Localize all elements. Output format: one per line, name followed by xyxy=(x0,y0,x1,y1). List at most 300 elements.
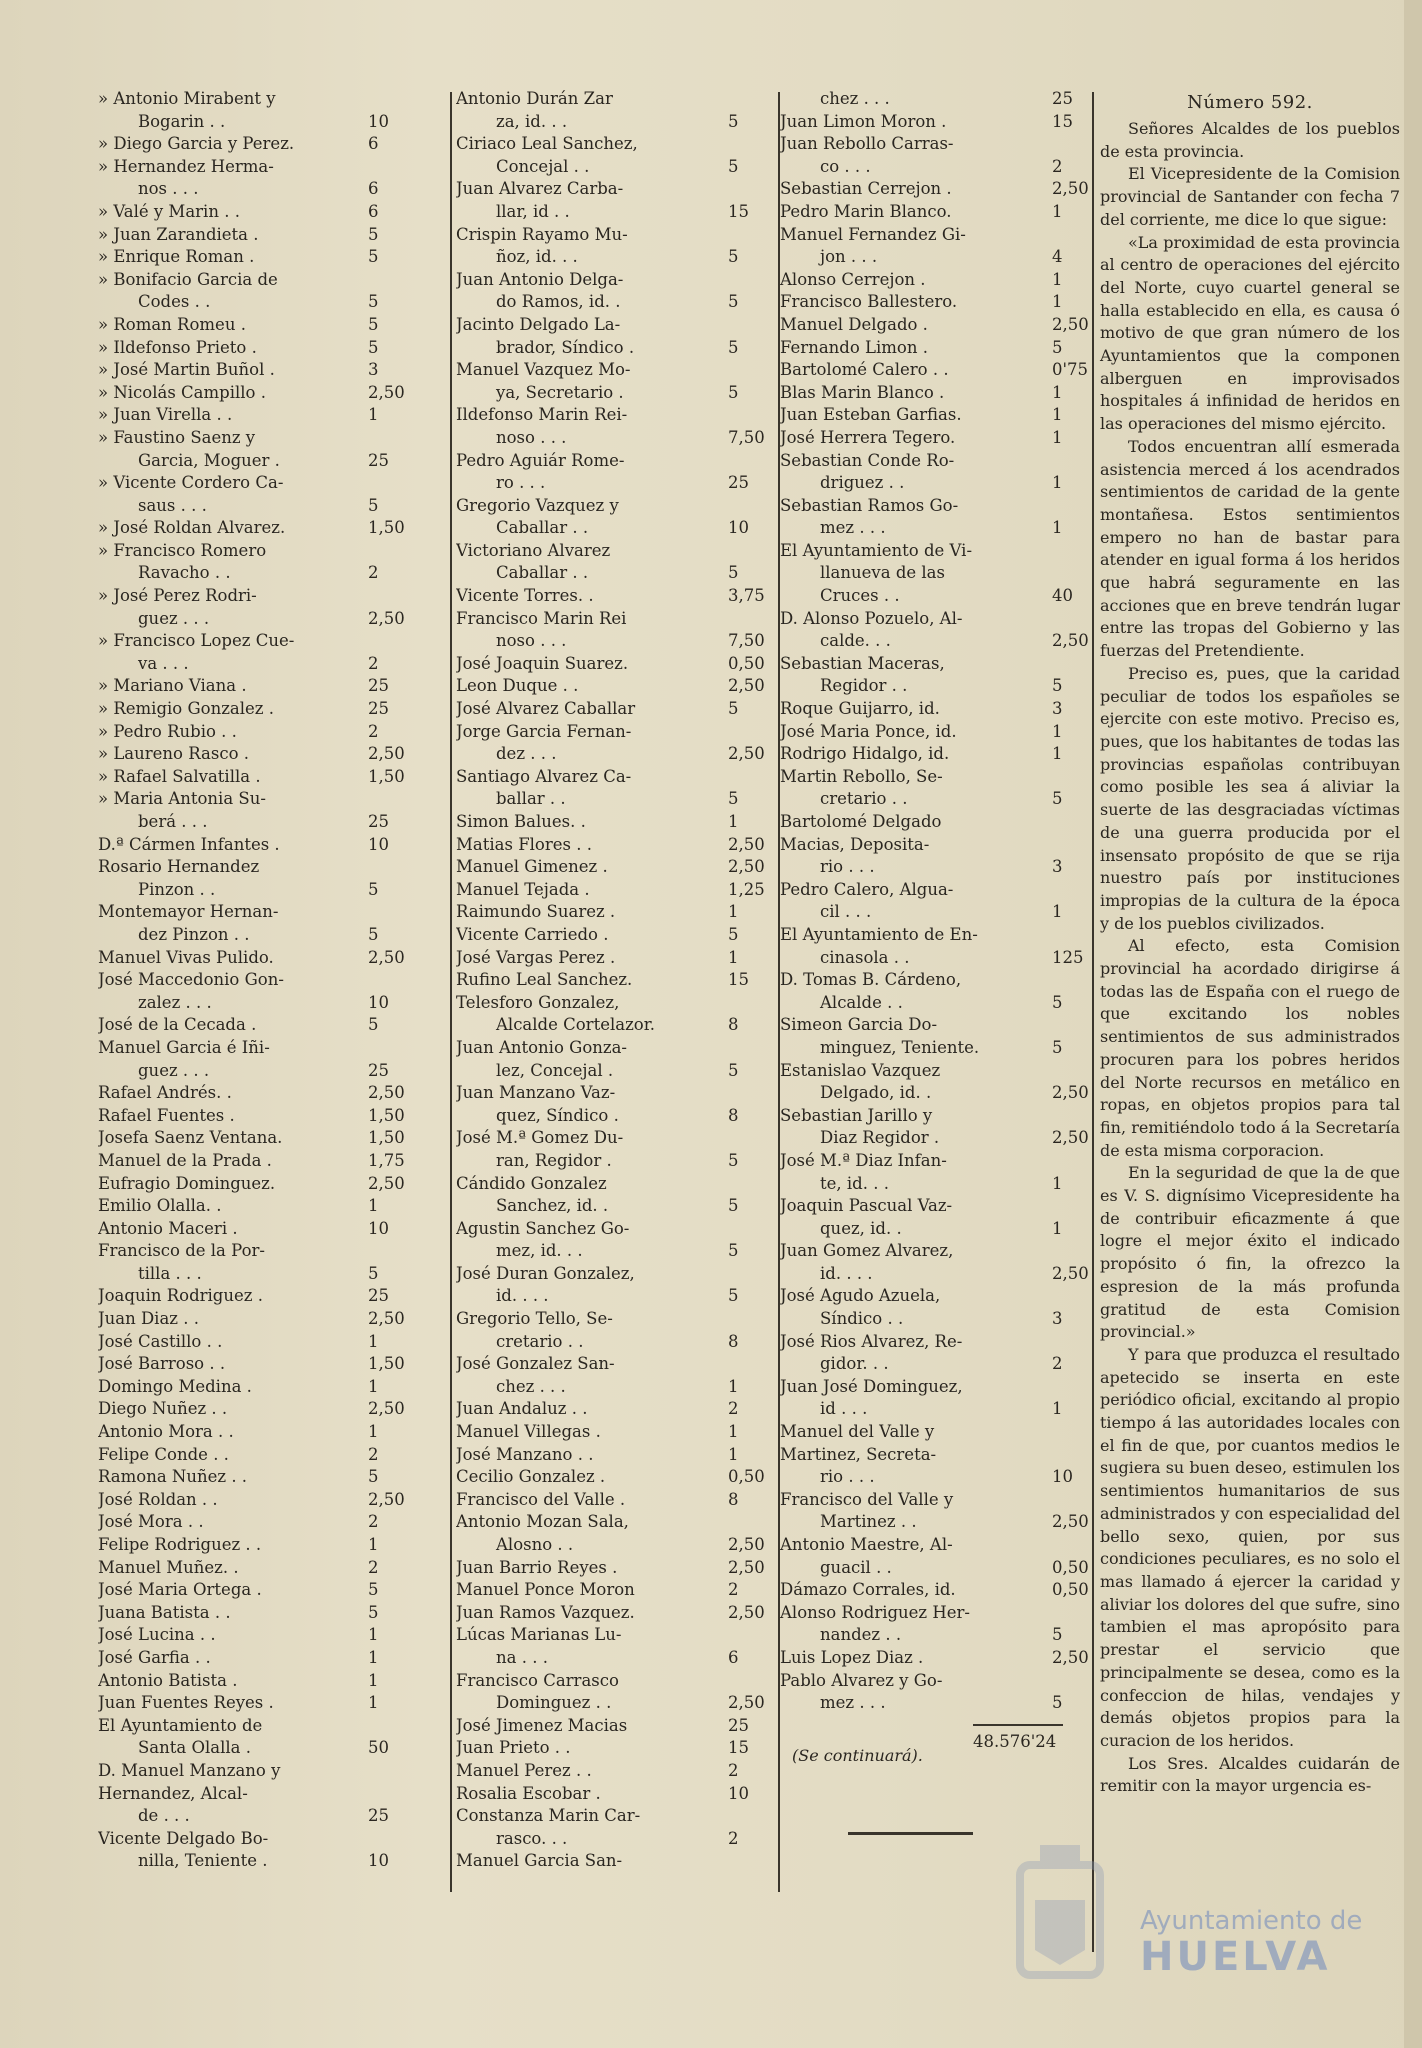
donation-amount: 2 xyxy=(1052,1354,1063,1374)
donor-row xyxy=(98,562,428,585)
donation-amount: 2,50 xyxy=(368,1083,405,1103)
donor-name: Concejal . . xyxy=(496,156,590,176)
donor-name: Sebastian Jarillo y xyxy=(780,1105,933,1125)
donation-amount: 2,50 xyxy=(1052,1647,1089,1667)
notice-paragraph: El Vicepresidente de la Comision provincial de Santander con fecha 7 del corriente, me dice lo que sigue: xyxy=(1100,164,1400,229)
donor-row xyxy=(456,1331,786,1354)
donor-name: » Francisco Romero xyxy=(98,540,267,560)
donor-name: driguez . . xyxy=(820,473,905,493)
donor-name: Garcia, Moguer . xyxy=(138,450,280,470)
donor-row xyxy=(780,1647,1110,1670)
donor-name: te, id. . . xyxy=(820,1173,889,1193)
donor-row xyxy=(98,359,428,382)
donation-amount: 1 xyxy=(368,405,379,425)
donor-name: na . . . xyxy=(496,1647,548,1667)
donor-row xyxy=(98,811,428,834)
donor-name: Joaquin Rodriguez . xyxy=(98,1286,263,1306)
donor-row xyxy=(780,269,1110,292)
donor-row xyxy=(780,1150,1110,1173)
donor-name: Simon Balues. . xyxy=(456,812,586,831)
donor-row xyxy=(456,156,786,179)
donor-row xyxy=(98,178,428,201)
donor-row xyxy=(780,133,1110,156)
donor-row xyxy=(98,879,428,902)
donor-name: » Enrique Roman . xyxy=(98,247,255,267)
donor-name: Eufragio Dominguez. xyxy=(98,1173,276,1193)
donor-row xyxy=(98,1353,428,1376)
donor-row xyxy=(98,947,428,970)
donor-name: Manuel Garcia San- xyxy=(456,1851,623,1871)
donor-row xyxy=(98,291,428,314)
donation-amount: 5 xyxy=(368,1263,379,1283)
donor-name: » Rafael Salvatilla . xyxy=(98,766,261,786)
donor-name: ya, Secretario . xyxy=(496,382,624,402)
donation-amount: 5 xyxy=(728,292,739,312)
notice-paragraph: Los Sres. Alcaldes cuidarán de remitir con la mayor urgencia es- xyxy=(1100,1753,1400,1796)
donor-name: D.ª Cármen Infantes . xyxy=(98,834,280,854)
donor-name: Antonio Maceri . xyxy=(98,1218,238,1238)
donor-name: Alonso Cerrejon . xyxy=(780,269,926,289)
donation-amount: 0'75 xyxy=(1052,360,1089,380)
donor-row xyxy=(456,1421,786,1444)
donor-name: Diaz Regidor . xyxy=(820,1128,940,1148)
donor-name: guacil . . xyxy=(820,1557,892,1577)
donor-name: berá . . . xyxy=(138,812,208,831)
donor-name: Delgado, id. . xyxy=(820,1083,932,1103)
donor-name: do Ramos, id. . xyxy=(496,292,621,312)
donor-name: Raimundo Suarez . xyxy=(456,902,616,922)
donor-name: José Gonzalez San- xyxy=(456,1354,615,1374)
donor-row xyxy=(98,540,428,563)
donor-row xyxy=(456,404,786,427)
donor-name: Francisco Marin Rei xyxy=(456,608,627,628)
donor-name: Rosario Hernandez xyxy=(98,857,260,877)
donor-row xyxy=(780,721,1110,744)
donation-amount: 4 xyxy=(1052,247,1063,267)
donor-name: Manuel Villegas . xyxy=(456,1422,601,1442)
donor-row xyxy=(456,1285,786,1308)
donor-name: Agustin Sanchez Go- xyxy=(456,1218,630,1238)
donor-name: Vicente Delgado Bo- xyxy=(98,1828,269,1848)
donation-amount: 2,50 xyxy=(1052,631,1089,651)
donation-amount: 25 xyxy=(368,1060,389,1080)
donation-amount: 1 xyxy=(1052,201,1063,221)
donor-row xyxy=(98,1082,428,1105)
donation-amount: 10 xyxy=(728,1783,749,1803)
donor-row xyxy=(456,653,786,676)
donor-row xyxy=(456,1173,786,1196)
donor-row xyxy=(98,1376,428,1399)
donor-row xyxy=(780,1444,1110,1467)
donation-amount: 2,50 xyxy=(1052,179,1089,199)
donation-amount: 3 xyxy=(1052,1309,1063,1329)
donation-amount: 1 xyxy=(368,1422,379,1442)
donation-amount: 1 xyxy=(1052,902,1063,922)
donor-name: José Duran Gonzalez, xyxy=(456,1263,635,1283)
donor-row xyxy=(98,133,428,156)
donor-name: Pinzon . . xyxy=(138,879,216,899)
donor-name: chez . . . xyxy=(820,89,890,108)
donor-name: Dámazo Corrales, id. xyxy=(780,1580,956,1600)
donor-list-column-1 xyxy=(98,88,428,1873)
donation-amount: 15 xyxy=(1052,111,1073,131)
donor-row xyxy=(98,450,428,473)
donor-name: brador, Síndico . xyxy=(496,337,635,357)
donation-amount: 2 xyxy=(728,1760,739,1780)
donor-name: D. Manuel Manzano y xyxy=(98,1760,281,1780)
donor-name: Joaquin Pascual Vaz- xyxy=(780,1196,953,1216)
donation-amount: 2,50 xyxy=(1052,1128,1089,1148)
donor-row xyxy=(98,314,428,337)
donor-row xyxy=(456,201,786,224)
donor-name: D. Alonso Pozuelo, Al- xyxy=(780,608,963,628)
donation-amount: 1 xyxy=(728,812,739,831)
donor-name: Francisco Ballestero. xyxy=(780,292,958,312)
donor-row xyxy=(98,1285,428,1308)
donor-row xyxy=(456,562,786,585)
donor-row xyxy=(780,630,1110,653)
donor-name: llar, id . . xyxy=(496,201,570,221)
donor-row xyxy=(456,178,786,201)
donation-amount: 5 xyxy=(728,789,739,809)
donor-name: Victoriano Alvarez xyxy=(456,540,611,560)
donation-amount: 5 xyxy=(728,1241,739,1261)
donor-name: Martin Rebollo, Se- xyxy=(780,766,943,786)
donation-amount: 1 xyxy=(1052,721,1063,741)
donor-row xyxy=(456,1127,786,1150)
donation-amount: 5 xyxy=(728,1286,739,1306)
donor-name: mez, id. . . xyxy=(496,1241,583,1261)
donor-row xyxy=(780,1195,1110,1218)
donor-name: mez . . . xyxy=(820,518,886,538)
donor-row xyxy=(780,1466,1110,1489)
donor-name: José Maria Ortega . xyxy=(98,1580,262,1600)
donor-name: quez, id. . xyxy=(820,1218,902,1238)
donor-row xyxy=(456,811,786,834)
donor-name: » Juan Zarandieta . xyxy=(98,224,259,244)
donation-amount: 2,50 xyxy=(1052,314,1089,334)
donor-name: Juan Gomez Alvarez, xyxy=(780,1241,954,1261)
notice-paragraph: Y para que produzca el resultado apetecido se inserta en este periódico oficial, excitando al propio tiempo á las autoridades locales con el fin de que, por cuantos medios le sugiera su buen deseo, estimulen los sentimientos humanitarios de sus administrados y con especialidad del bello sexo, quien, por sus condiciones peculiares, es no solo el mas llamado á ejercer la caridad y aliviar los dolores del que sufre, sino tambien el mas apropósito para prestar el servicio que principalmente se desea, como es la confeccion de hilas, vendajes y demás objetos propios para la curacion de los heridos. xyxy=(1100,1344,1400,1750)
donor-row xyxy=(780,359,1110,382)
donor-row xyxy=(780,246,1110,269)
donation-amount: 1 xyxy=(728,902,739,922)
donor-name: ran, Regidor . xyxy=(496,1150,612,1170)
donor-name: José M.ª Gomez Du- xyxy=(456,1128,624,1148)
donor-name: » José Roldan Alvarez. xyxy=(98,518,286,538)
donation-amount: 2,50 xyxy=(728,676,765,696)
donation-amount: 5 xyxy=(728,382,739,402)
donor-row xyxy=(98,1195,428,1218)
donor-name: minguez, Teniente. xyxy=(820,1037,980,1057)
donor-row xyxy=(456,743,786,766)
donor-name: Sebastian Conde Ro- xyxy=(780,450,955,470)
donor-name: saus . . . xyxy=(138,495,207,515)
donor-name: Pedro Marin Blanco. xyxy=(780,201,952,221)
donor-name: Ildefonso Marin Rei- xyxy=(456,405,628,425)
donor-row xyxy=(456,879,786,902)
donation-amount: 2,50 xyxy=(368,744,405,764)
donor-name: Constanza Marin Car- xyxy=(456,1806,641,1826)
donor-row xyxy=(456,1353,786,1376)
donor-name: Telesforo Gonzalez, xyxy=(456,992,620,1012)
donor-name: de . . . xyxy=(138,1806,190,1826)
donor-name: Juan Prieto . . xyxy=(456,1738,571,1758)
donor-row xyxy=(456,856,786,879)
donor-row xyxy=(780,224,1110,247)
donation-amount: 2,50 xyxy=(368,608,405,628)
donor-row xyxy=(456,969,786,992)
donor-name: » Pedro Rubio . . xyxy=(98,721,237,741)
donation-amount: 3 xyxy=(368,360,379,380)
donor-name: rasco. . . xyxy=(496,1828,568,1848)
donor-name: » Ildefonso Prieto . xyxy=(98,337,257,357)
donor-name: Sebastian Ramos Go- xyxy=(780,495,959,515)
donor-name: José M.ª Diaz Infan- xyxy=(780,1150,947,1170)
donor-row xyxy=(780,382,1110,405)
donor-name: guez . . . xyxy=(138,608,210,628)
donor-name: Juan José Dominguez, xyxy=(780,1376,963,1396)
donor-row xyxy=(98,992,428,1015)
donor-name: » Nicolás Campillo . xyxy=(98,382,266,402)
donation-amount: 1 xyxy=(368,1693,379,1713)
donor-row xyxy=(780,472,1110,495)
donor-row xyxy=(98,1240,428,1263)
donor-name: Macias, Deposita- xyxy=(780,834,930,854)
donor-row xyxy=(456,585,786,608)
donor-row xyxy=(98,1828,428,1851)
donor-name: Juan Diaz . . xyxy=(98,1309,199,1329)
donor-row xyxy=(98,1805,428,1828)
donor-name: José Manzano . . xyxy=(456,1444,594,1464)
donation-amount: 2 xyxy=(368,653,379,673)
donor-row xyxy=(98,382,428,405)
donor-row xyxy=(456,1534,786,1557)
donation-amount: 2,50 xyxy=(728,1535,765,1554)
donor-name: Ramona Nuñez . . xyxy=(98,1467,248,1487)
donation-amount: 40 xyxy=(1052,586,1073,606)
donor-row xyxy=(98,517,428,540)
donor-row xyxy=(98,111,428,134)
donor-name: Bartolomé Delgado xyxy=(780,812,942,831)
donation-amount: 1 xyxy=(1052,427,1063,447)
donor-name: Manuel Gimenez . xyxy=(456,857,608,877)
donor-name: » Remigio Gonzalez . xyxy=(98,699,274,719)
donor-row xyxy=(98,1692,428,1715)
donor-name: dez Pinzon . . xyxy=(138,924,250,944)
donor-row xyxy=(456,947,786,970)
donation-amount: 1,25 xyxy=(728,879,765,899)
donor-row xyxy=(98,1150,428,1173)
donor-row xyxy=(780,1308,1110,1331)
donor-name: lez, Concejal . xyxy=(496,1060,614,1080)
donor-row xyxy=(98,1624,428,1647)
donor-row xyxy=(98,788,428,811)
donor-name: José de la Cecada . xyxy=(98,1015,257,1035)
donor-name: tilla . . . xyxy=(138,1263,202,1283)
donor-row xyxy=(456,1760,786,1783)
donor-name: Matias Flores . . xyxy=(456,834,592,854)
donation-amount: 10 xyxy=(368,1218,389,1238)
donor-name: José Jimenez Macias xyxy=(456,1715,628,1735)
donor-name: Crispin Rayamo Mu- xyxy=(456,224,628,244)
donation-amount: 8 xyxy=(728,1105,739,1125)
donor-row xyxy=(456,608,786,631)
donor-row xyxy=(98,1715,428,1738)
donation-amount: 8 xyxy=(728,1015,739,1035)
donor-name: José Roldan . . xyxy=(98,1489,218,1509)
donor-name: noso . . . xyxy=(496,427,567,447)
donor-row xyxy=(780,1489,1110,1512)
donor-name: Manuel Tejada . xyxy=(456,879,590,899)
donor-row xyxy=(780,1511,1110,1534)
donor-name: za, id. . . xyxy=(496,111,568,131)
donor-name: Ciriaco Leal Sanchez, xyxy=(456,134,638,154)
donor-row xyxy=(780,427,1110,450)
donor-name: Alcalde . . xyxy=(820,992,903,1012)
donor-row xyxy=(780,1037,1110,1060)
donor-name: Fernando Limon . xyxy=(780,337,928,357)
donor-row xyxy=(456,1060,786,1083)
donor-name: » Bonifacio Garcia de xyxy=(98,269,278,289)
donor-name: nandez . . xyxy=(820,1625,902,1645)
donor-row xyxy=(456,133,786,156)
donor-row xyxy=(780,743,1110,766)
donor-name: Cruces . . xyxy=(820,586,900,606)
donor-name: guez . . . xyxy=(138,1060,210,1080)
donation-amount: 5 xyxy=(368,1580,379,1600)
donor-row xyxy=(456,1037,786,1060)
donation-amount: 125 xyxy=(1052,947,1084,967)
donor-name: Simeon Garcia Do- xyxy=(780,1015,938,1035)
donor-name: Gregorio Vazquez y xyxy=(456,495,619,515)
donation-amount: 2,50 xyxy=(368,1399,405,1419)
donor-row xyxy=(98,608,428,631)
donation-amount: 1 xyxy=(368,1535,379,1554)
donor-row xyxy=(98,1737,428,1760)
donor-row xyxy=(98,856,428,879)
donor-name: Síndico . . xyxy=(820,1309,904,1329)
donor-row xyxy=(98,969,428,992)
donor-name: José Maria Ponce, id. xyxy=(780,721,957,741)
donation-amount: 0,50 xyxy=(728,653,765,673)
donor-name: Francisco del Valle . xyxy=(456,1489,626,1509)
donor-name: Roque Guijarro, id. xyxy=(780,699,940,719)
donor-row xyxy=(456,1557,786,1580)
donor-name: Manuel Perez . . xyxy=(456,1760,592,1780)
donor-name: Antonio Mora . . xyxy=(98,1422,234,1442)
donor-row xyxy=(456,721,786,744)
donation-amount: 2 xyxy=(1052,156,1063,176)
donor-name: rio . . . xyxy=(820,1467,875,1487)
donor-name: Sebastian Cerrejon . xyxy=(780,179,952,199)
donor-row xyxy=(456,901,786,924)
donor-row xyxy=(98,337,428,360)
donation-amount: 2 xyxy=(368,1512,379,1532)
donor-row xyxy=(780,1060,1110,1083)
donor-name: Antonio Batista . xyxy=(98,1670,238,1690)
donor-name: nilla, Teniente . xyxy=(138,1851,268,1871)
donor-name: id . . . xyxy=(820,1399,868,1419)
donor-row xyxy=(98,1670,428,1693)
donor-name: José Garfia . . xyxy=(98,1647,211,1667)
donation-amount: 25 xyxy=(728,1715,749,1735)
donation-amount: 5 xyxy=(368,1015,379,1035)
donation-amount: 1 xyxy=(368,1647,379,1667)
donation-amount: 5 xyxy=(368,495,379,515)
donor-name: Juan Rebollo Carras- xyxy=(780,134,954,154)
donor-row xyxy=(98,743,428,766)
donation-amount: 5 xyxy=(368,224,379,244)
notice-paragraph: Preciso es, pues, que la caridad peculiar de todos los españoles se ejercite con este motivo. Preciso es, pues, que los habitantes de todas las provincias españolas contribuyan como posible les sea á aliviar la suerte de las desgraciadas víctimas de una guerra producida por el insensato propósito de que se rija nuestro país por instituciones impropias de la cultura de la época y de los pueblos civilizados. xyxy=(1100,663,1400,933)
donation-amount: 1 xyxy=(368,1625,379,1645)
donation-amount: 3 xyxy=(1052,699,1063,719)
donation-amount: 5 xyxy=(368,879,379,899)
donor-row xyxy=(780,969,1110,992)
donor-name: Juan Esteban Garfias. xyxy=(780,405,962,425)
notice-paragraph: En la seguridad de que la de que es V. S. dignísimo Vicepresidente ha de contribuir eficazmente á que logre el mejor éxito el indicado propósito ó fin, la ofrezco la espresion de la más profunda gratitud de esta Comision provincial.» xyxy=(1100,1163,1400,1342)
donation-amount: 25 xyxy=(368,450,389,470)
donation-amount: 2,50 xyxy=(728,744,765,764)
donation-amount: 1 xyxy=(1052,1218,1063,1238)
donor-row xyxy=(456,1466,786,1489)
section-end-rule xyxy=(848,1832,973,1835)
donation-amount: 2,50 xyxy=(728,834,765,854)
donor-name: Juana Batista . . xyxy=(98,1602,231,1622)
donor-row xyxy=(98,269,428,292)
donation-amount: 5 xyxy=(368,292,379,312)
donor-name: » José Martin Buñol . xyxy=(98,360,275,380)
donor-row xyxy=(780,856,1110,879)
donor-row xyxy=(456,1150,786,1173)
donor-row xyxy=(780,450,1110,473)
donor-row xyxy=(780,1670,1110,1693)
donor-row xyxy=(456,1850,786,1873)
donation-amount: 1 xyxy=(1052,518,1063,538)
donation-amount: 10 xyxy=(368,111,389,131)
donor-row xyxy=(456,834,786,857)
donation-amount: 3,75 xyxy=(728,586,765,606)
donor-name: Luis Lopez Diaz . xyxy=(780,1647,924,1667)
donation-amount: 2 xyxy=(368,1557,379,1577)
donor-row xyxy=(98,1037,428,1060)
donor-name: Rufino Leal Sanchez. xyxy=(456,970,633,990)
donation-amount: 2,50 xyxy=(728,1557,765,1577)
donor-row xyxy=(780,811,1110,834)
donor-name: Montemayor Hernan- xyxy=(98,902,279,922)
donor-name: mez . . . xyxy=(820,1693,886,1713)
donor-row xyxy=(98,901,428,924)
donation-amount: 15 xyxy=(728,1738,749,1758)
donor-row xyxy=(98,1105,428,1128)
donor-row xyxy=(456,1783,786,1806)
donor-name: José Barroso . . xyxy=(98,1354,226,1374)
donation-amount: 5 xyxy=(368,1467,379,1487)
donor-name: José Mora . . xyxy=(98,1512,204,1532)
donor-row xyxy=(780,766,1110,789)
donor-name: » Antonio Mirabent y xyxy=(98,89,276,108)
donor-row xyxy=(456,924,786,947)
donation-amount: 25 xyxy=(368,1806,389,1826)
donor-name: El Ayuntamiento de En- xyxy=(780,924,978,944)
donation-amount: 1 xyxy=(368,1376,379,1396)
donor-name: Estanislao Vazquez xyxy=(780,1060,941,1080)
donor-row xyxy=(780,1263,1110,1286)
donor-row xyxy=(98,1060,428,1083)
donation-amount: 5 xyxy=(728,699,739,719)
donor-name: Manuel Delgado . xyxy=(780,314,928,334)
donation-amount: 0,50 xyxy=(1052,1557,1089,1577)
